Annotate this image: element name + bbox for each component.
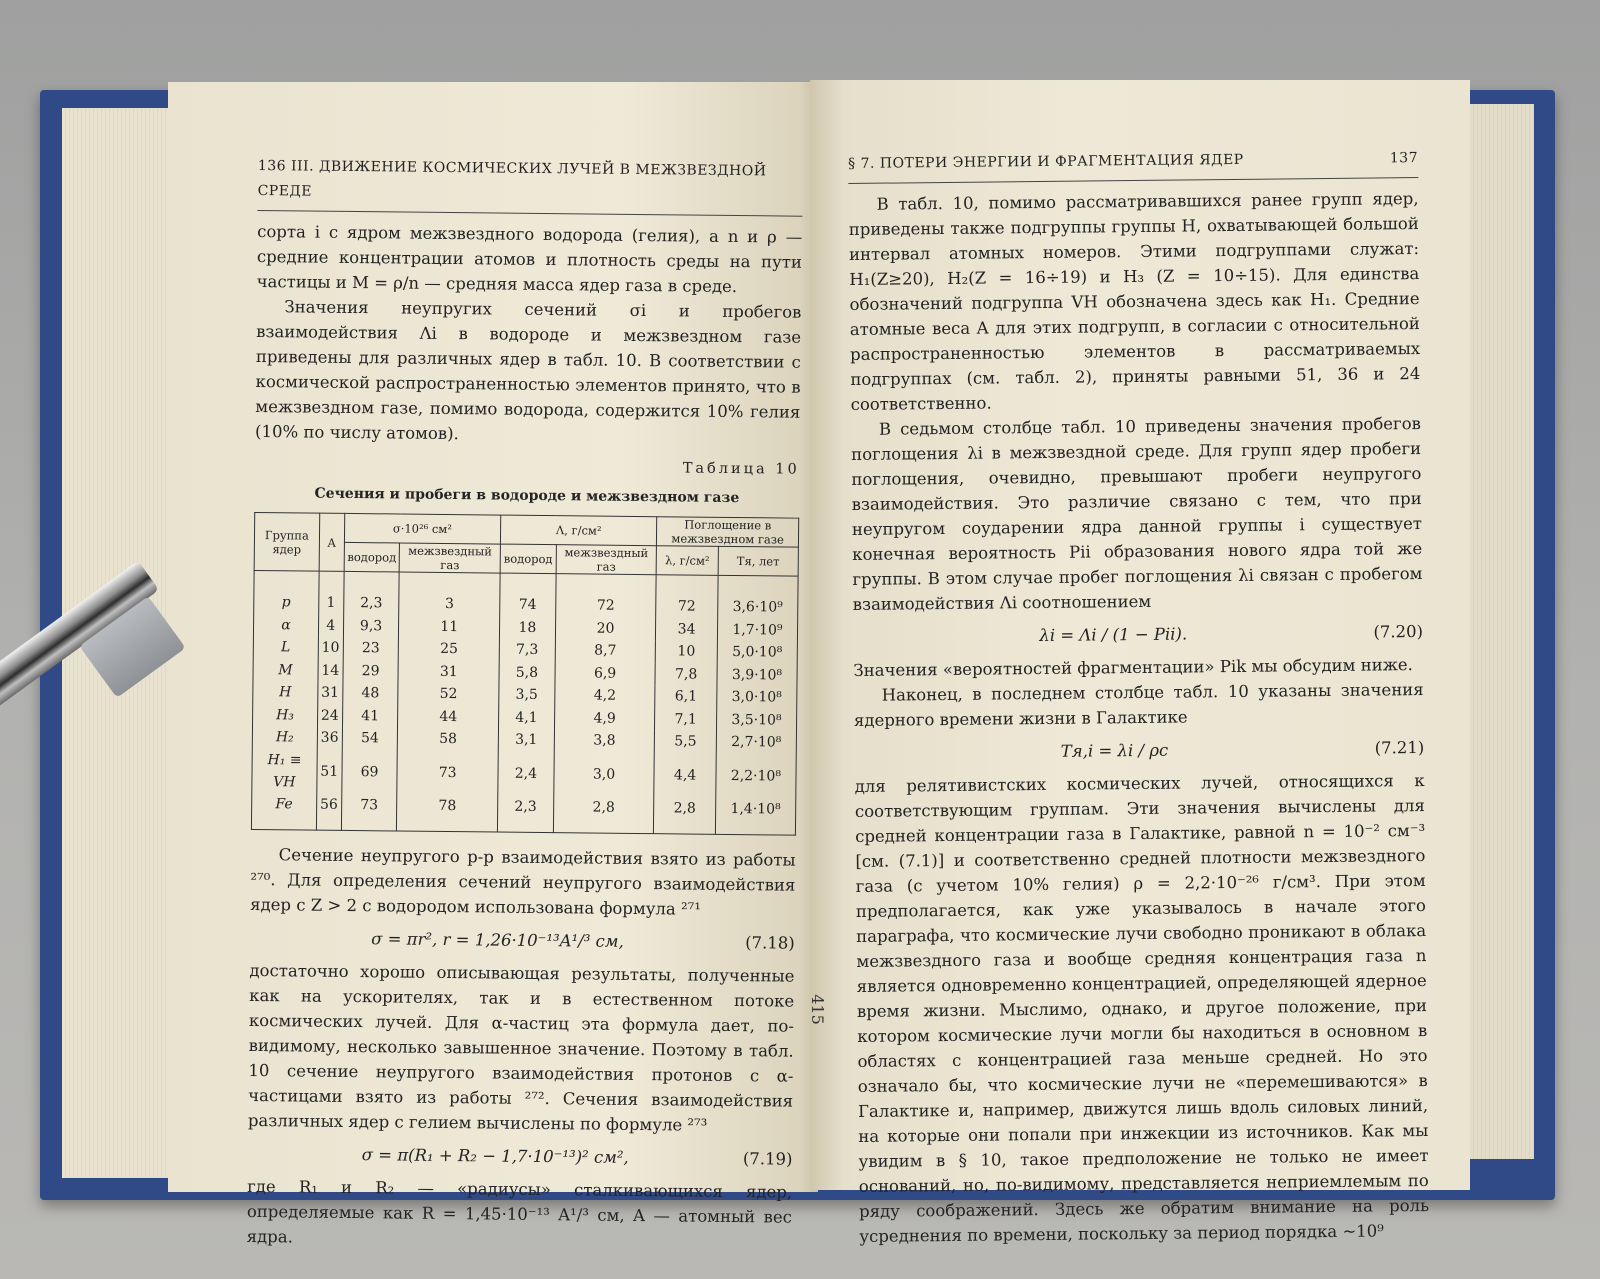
left-header-text: 136 III. ДВИЖЕНИЕ КОСМИЧЕСКИХ ЛУЧЕЙ В МЕЖЗВЕЗДНОЙ СРЕДЕ bbox=[257, 157, 767, 200]
table-cell: 3,1 bbox=[498, 729, 554, 752]
right-page-number: 137 bbox=[1389, 150, 1419, 167]
spine-page-number: 415 bbox=[807, 994, 827, 1025]
table-cell: Fe bbox=[251, 792, 316, 830]
table-cell: 7,3 bbox=[499, 639, 555, 662]
th-ism: межзвездный газ bbox=[400, 543, 501, 573]
table-cell: H bbox=[253, 681, 318, 704]
table-cell: 3,6·10⁹ bbox=[717, 575, 798, 619]
table-cell: 2,8 bbox=[654, 797, 716, 835]
table-cell: 4,9 bbox=[554, 707, 655, 731]
table-cell: 34 bbox=[656, 618, 718, 641]
table-row bbox=[252, 748, 796, 798]
table-cell: 3,9·10⁸ bbox=[717, 663, 797, 686]
table-cell: 25 bbox=[399, 638, 500, 662]
th-sigma: σ·10²⁶ см² bbox=[344, 513, 501, 544]
table-cell: 5,8 bbox=[499, 661, 555, 684]
page-edges-right bbox=[1470, 104, 1534, 1159]
table-cell: M bbox=[253, 658, 318, 681]
table-cell: 2,3 bbox=[343, 571, 399, 615]
table-cell: 14 bbox=[318, 659, 343, 682]
table-cell: 2,7·10⁸ bbox=[716, 731, 796, 754]
table-cell: 20 bbox=[555, 617, 656, 641]
table-cell: 56 bbox=[316, 793, 341, 830]
formula-7-20 bbox=[853, 619, 1423, 650]
table-cell: 72 bbox=[656, 575, 718, 619]
table-cell: 2,8 bbox=[553, 796, 654, 834]
formula-7-20-num: (7.20) bbox=[1373, 622, 1424, 642]
right-page bbox=[807, 80, 1470, 1246]
table-cell: 7,1 bbox=[655, 708, 717, 731]
table-cell: 1 bbox=[318, 571, 343, 614]
table-cell: 69 bbox=[341, 749, 397, 794]
th-hydrogen: водород bbox=[344, 542, 400, 572]
table-cell: 18 bbox=[499, 616, 555, 639]
right-running-header bbox=[848, 146, 1418, 184]
right-para-1: В табл. 10, помимо рассматривавшихся ранее групп ядер, приведены также подгруппы группы H, охватывающей большой интервал атомных номеров. Этими подгруппами служат: H₁(Z≥20), H₂(Z = 16÷19) и H₃ (Z = 10÷15). Для единства обозначений подгруппа VH обозначена здесь как H₁. Средние атомные веса A для этих подгрупп, в согласии с относительной распространенностью элементов в рассматриваемых подгруппах (см. табл. 2), приняты равными 51, 36 и 24 соответственно. bbox=[848, 189, 1421, 414]
table-cell: 52 bbox=[398, 682, 499, 706]
formula-7-21-num: (7.21) bbox=[1374, 737, 1425, 758]
table-cell: 9,3 bbox=[343, 614, 399, 637]
table-cell: 3,5 bbox=[499, 684, 555, 707]
table-cell: 1,4·10⁸ bbox=[715, 797, 796, 835]
right-para-4: Наконец, в последнем столбце табл. 10 указаны значения ядерного времени жизни в Галактике bbox=[853, 680, 1424, 730]
formula-7-19-expr: σ = π(R₁ + R₂ − 1,7·10⁻¹³)² см², bbox=[361, 1145, 629, 1167]
left-page-content bbox=[247, 154, 803, 1255]
left-para-3: Сечение неупругого p-p взаимодействия взято из работы ²⁷⁰. Для определения сечений неупругого взаимодействия ядер с Z > 2 с водородом использована формула ²⁷¹ bbox=[250, 845, 796, 919]
table-row bbox=[251, 792, 795, 835]
right-para-2: В седьмом столбце табл. 10 приведены значения пробегов поглощения λi в межзвездной среде. Для групп ядер пробеги поглощения, очевидно, превышают пробеги неупругого взаимодействия. Это различие связано с тем, что при неупругом соударении ядра данной группы i существует конечная вероятность Pii образования нового ядра той же группы. В этом случае пробег поглощения λi связан с пробегом взаимодействия Λi соотношением bbox=[851, 414, 1423, 614]
formula-7-21 bbox=[854, 735, 1424, 766]
table-cell: 58 bbox=[398, 727, 499, 751]
left-para-1: сорта i с ядром межзвездного водорода (гелия), а n и ρ — средние концентрации атомов и плотность среды на пути частицы и M = ρ/n — средняя масса ядер газа в среде. bbox=[256, 221, 803, 297]
cross-section-table bbox=[251, 512, 799, 836]
table-cell: 72 bbox=[555, 574, 656, 618]
formula-7-18 bbox=[250, 925, 795, 956]
table-cell: 11 bbox=[399, 615, 500, 639]
table-cell: 23 bbox=[343, 637, 399, 660]
right-page-content bbox=[848, 146, 1429, 1249]
th-absorb: Поглощение в межзвездном газе bbox=[657, 517, 799, 547]
table-cell: 4,4 bbox=[654, 753, 716, 798]
table-cell: 6,1 bbox=[655, 685, 717, 708]
th-hydrogen-2: водород bbox=[500, 544, 556, 574]
right-para-5: для релятивистских космических лучей, относящихся к соответствующим группам. Эти значения вычислены для средней концентрации газа в Галактике, равной n = 10⁻² см⁻³ [см. (7.1)] и соответственно средней плотности межзвездного газа (с учетом 10% гелия) ρ = 2,2·10⁻²⁶ г/см³. При этом предполагается, как уже указывалось в начале этого параграфа, что космические лучи свободно проникают в облака межзвездного газа и вообще средняя концентрация газа n является одновременно концентрацией, определяющей ядерное время жизни. Мыслимо, однако, и другое положение, при котором космические лучи могли бы находиться в основном в областях с концентрацией газа меньше средней. Но это означало бы, что космические лучи не «перемешиваются» в Галактике и, например, движутся лишь вдоль силовых линий, на которые они попали при инжекции из источников. Как мы увидим в § 10, такое предположение не только не имеет оснований, но, по-видимому, представляется неприемлемым по ряду соображений. Здесь же обратим внимание на роль усреднения по времени, поскольку за период порядка ~10⁹ bbox=[854, 770, 1430, 1246]
th-t: Tя, лет bbox=[718, 546, 798, 576]
table-cell: H₂ bbox=[252, 726, 317, 749]
table-cell: 36 bbox=[317, 727, 342, 750]
table-label: Таблица 10 bbox=[682, 460, 800, 478]
formula-7-19-num: (7.19) bbox=[742, 1149, 793, 1169]
table-cell: 54 bbox=[342, 727, 398, 750]
table-cell: H₁ ≡ VH bbox=[252, 748, 317, 793]
table-cell: 74 bbox=[500, 573, 556, 617]
th-group: Группа ядер bbox=[254, 512, 319, 571]
left-para-2: Значения неупругих сечений σi и пробегов взаимодействия Λi в водороде и межзвездном газе приведены для различных ядер в табл. 10. В соответствии с космической распространенностью элементов принято, что в межзвездном газе, помимо водорода, содержится 10% гелия (10% по числу атомов). bbox=[254, 297, 802, 444]
formula-7-21-expr: Tя,i = λi / ρc bbox=[1060, 740, 1169, 761]
table-cell: 73 bbox=[397, 750, 498, 795]
left-para-4: достаточно хорошо описывающая результаты, полученные как на ускорителях, так и в естественном потоке космических лучей. Для α-частиц эта формула дает, по-видимому, несколько завышенное значение. Поэтому в табл. 10 сечение неупругого взаимодействия протонов с α-частицами взято из работы ²⁷². Сечения взаимодействия различных ядер с гелием вычислены по формуле ²⁷³ bbox=[247, 960, 795, 1135]
table-cell: 7,8 bbox=[655, 663, 717, 686]
table-cell: 2,3 bbox=[497, 795, 553, 833]
table-cell: 3,5·10⁸ bbox=[716, 708, 796, 731]
table-cell: 78 bbox=[397, 794, 498, 832]
table-cell: 5,5 bbox=[655, 730, 717, 753]
table-cell: 8,7 bbox=[555, 639, 656, 663]
table-cell: 4 bbox=[318, 614, 343, 637]
table-cell: 31 bbox=[318, 682, 343, 705]
table-cell: 41 bbox=[342, 704, 398, 727]
table-cell: 4,1 bbox=[498, 706, 554, 729]
table-cell: 10 bbox=[318, 637, 343, 660]
table-cell: 4,2 bbox=[554, 684, 655, 708]
table-cell: 2,4 bbox=[498, 751, 554, 796]
table-cell: 48 bbox=[342, 682, 398, 705]
table-cell: 10 bbox=[656, 640, 718, 663]
table-cell: 5,0·10⁸ bbox=[717, 641, 797, 664]
left-running-header bbox=[257, 154, 803, 217]
table-cell: H₃ bbox=[253, 703, 318, 726]
table-row bbox=[254, 570, 798, 619]
table-cell: p bbox=[254, 570, 319, 614]
th-a: A bbox=[319, 513, 344, 571]
table-cell: 31 bbox=[398, 660, 499, 684]
formula-7-19 bbox=[247, 1141, 792, 1172]
formula-7-18-num: (7.18) bbox=[745, 933, 795, 953]
table-cell: 73 bbox=[341, 793, 397, 831]
th-lam: λ, г/см² bbox=[656, 546, 718, 576]
table-body bbox=[251, 570, 798, 835]
table-cell: 2,2·10⁸ bbox=[716, 753, 797, 798]
table-cell: 3,0·10⁸ bbox=[717, 686, 797, 709]
th-ism-2: межзвездный газ bbox=[556, 545, 657, 575]
table-cell: 51 bbox=[317, 749, 342, 793]
formula-7-18-expr: σ = πr², r = 1,26·10⁻¹³A¹/³ см, bbox=[371, 929, 624, 951]
table-cell: 6,9 bbox=[555, 662, 656, 686]
table-cell: 44 bbox=[398, 705, 499, 729]
table-cell: α bbox=[253, 613, 318, 636]
th-lambda: Λ, г/см² bbox=[500, 515, 657, 546]
table-cell: 3 bbox=[399, 572, 500, 616]
right-header-text: § 7. ПОТЕРИ ЭНЕРГИИ И ФРАГМЕНТАЦИЯ ЯДЕР bbox=[848, 151, 1244, 172]
table-cell: 1,7·10⁹ bbox=[717, 618, 797, 641]
left-para-5: где R₁ и R₂ — «радиусы» сталкивающихся ядер, определяемые как R = 1,45·10⁻¹³ A¹/³ см, A — атомный вес ядра. bbox=[246, 1176, 793, 1247]
table-cell: 24 bbox=[317, 704, 342, 727]
table-cell: 3,8 bbox=[554, 729, 655, 753]
table-cell: 29 bbox=[343, 659, 399, 682]
table-cell: L bbox=[253, 636, 318, 659]
right-para-3: Значения «вероятностей фрагментации» Pik мы обсудим ниже. bbox=[853, 655, 1413, 680]
formula-7-20-expr: λi = Λi / (1 − Pii). bbox=[1039, 624, 1188, 646]
left-page bbox=[168, 82, 818, 1247]
table-caption: Сечения и пробеги в водороде и межзвездном газе bbox=[314, 485, 740, 507]
table-cell: 3,0 bbox=[554, 752, 655, 797]
